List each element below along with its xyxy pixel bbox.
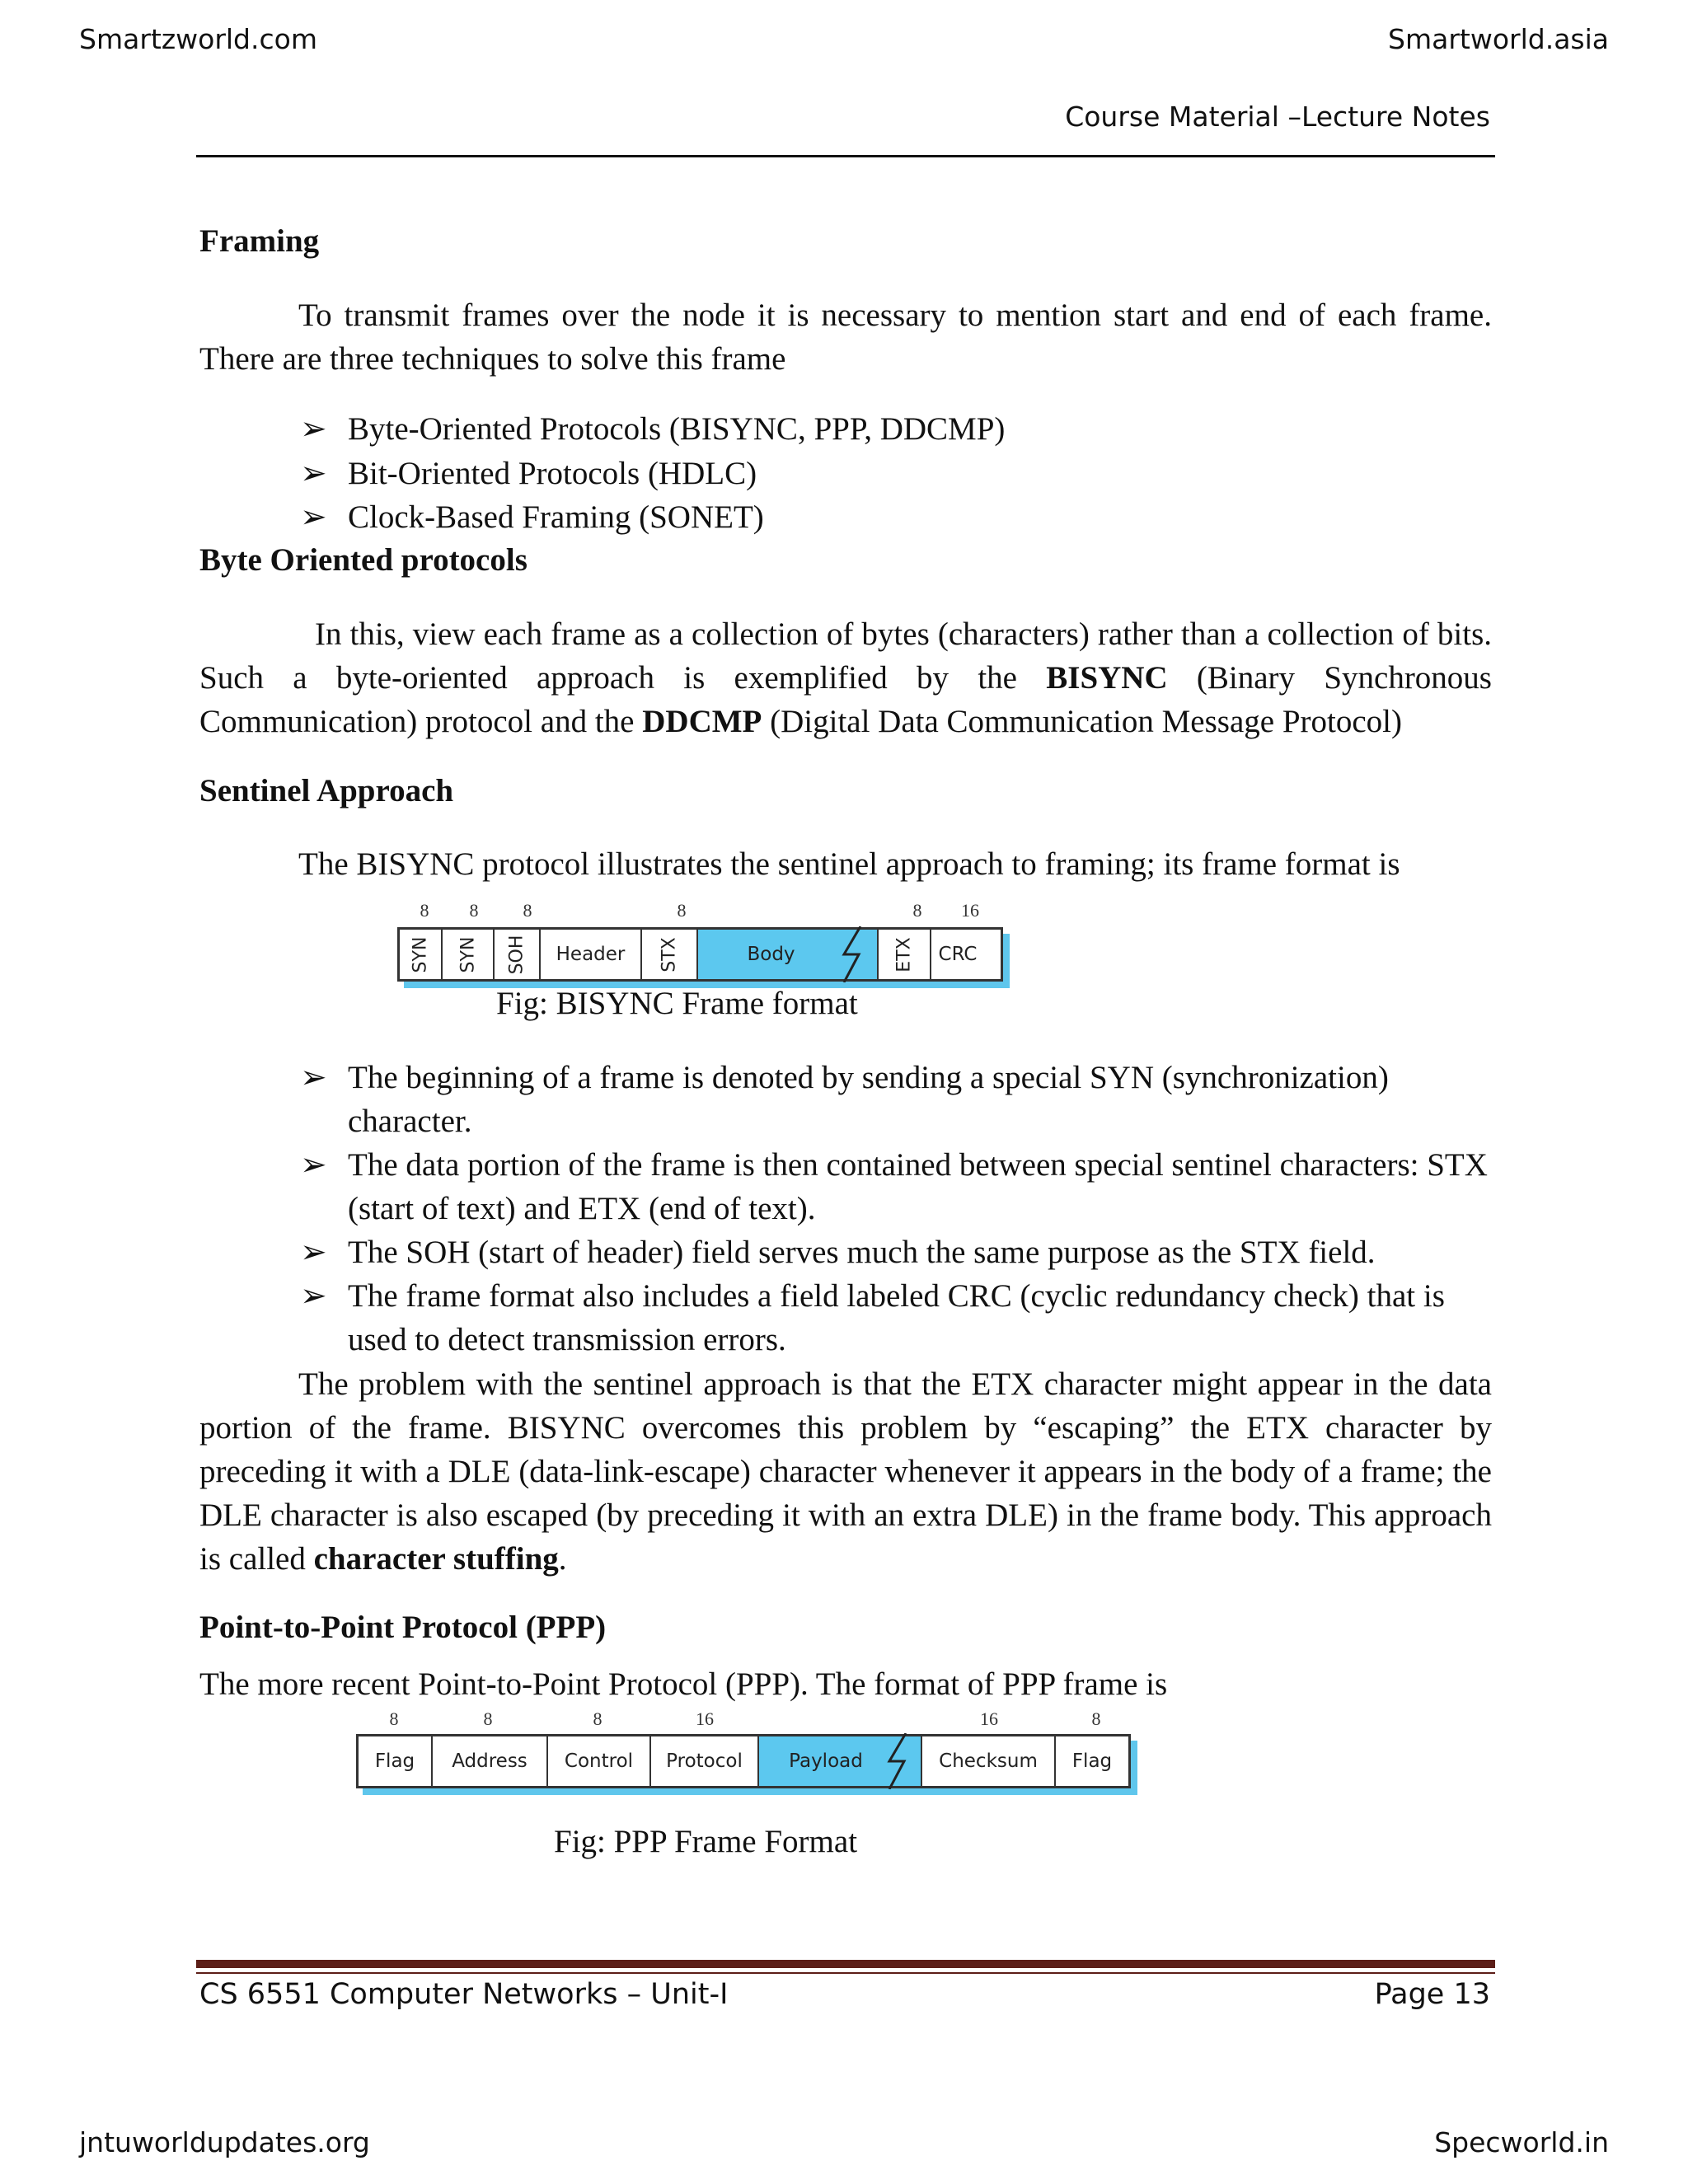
ppp-intro: The more recent Point-to-Point Protocol (PPP). The format of PPP frame is [199,1666,1168,1702]
ppp-caption: Fig: PPP Frame Format [554,1824,858,1859]
framing-bullet-2: ➢ Bit-Oriented Protocols (HDLC) [300,452,1495,495]
bit-count: 8 [677,900,687,921]
framing-heading: Framing [199,223,320,259]
footer-rule [196,1960,1495,1968]
ppp-heading: Point-to-Point Protocol (PPP) [199,1610,607,1645]
field-flag: Flag [1071,1750,1113,1772]
bit-count: 8 [912,900,922,921]
field-body: Body [698,930,879,979]
bottom-right-label: Specworld.in [1434,2126,1609,2158]
arrow-bullet-icon: ➢ [300,1278,327,1314]
footer-course-label: CS 6551 Computer Networks – Unit-I [199,1978,729,2011]
field-syn: SYN [443,930,495,979]
field-payload: Payload [759,1736,922,1786]
sentinel-bullet-4: ➢ The frame format also includes a field labeled CRC (cyclic redundancy check) that is used to detect transmission errors. [300,1274,1495,1361]
page-number: Page 13 [1374,1978,1490,2011]
arrow-bullet-icon: ➢ [300,1147,327,1183]
bisync-frame [397,927,1003,982]
bit-count: 8 [469,900,479,921]
bit-count: 8 [420,900,429,921]
arrow-bullet-icon: ➢ [300,456,327,491]
sentinel-bullet-3: ➢ The SOH (start of header) field serves much the same purpose as the STX field. [300,1230,1495,1274]
field-crc: CRC [938,944,978,965]
bottom-left-label: jntuworldupdates.org [79,2126,370,2158]
byte-oriented-heading: Byte Oriented protocols [199,542,528,578]
bit-count: 16 [696,1708,714,1729]
framing-bullet-3: ➢ Clock-Based Framing (SONET) [300,495,1495,539]
bit-count: 16 [961,900,979,921]
sentinel-intro: The BISYNC protocol illustrates the sentinel approach to framing; its frame format is [298,846,1400,882]
ppp-frame [356,1734,1131,1788]
bit-count: 8 [593,1708,603,1729]
bisync-caption: Fig: BISYNC Frame format [496,986,858,1021]
site-left-label: Smartzworld.com [79,23,317,55]
site-right-label: Smartworld.asia [1388,23,1609,55]
framing-bullet-1: ➢ Byte-Oriented Protocols (BISYNC, PPP, DDCMP) [300,407,1495,451]
character-stuffing-paragraph: The problem with the sentinel approach is that the ETX character might appear in the data portion of the frame. BISYNC overcomes this problem by “escaping” the ETX character by preceding it with a DLE (data-link-escape) character whenever it appears in the body of a frame; the DLE character is also escaped (by preceding it with an extra DLE) in the frame body. This approach is called character stuffing. [199,1366,1492,1577]
framing-intro: To transmit frames over the node it is necessary to mention start and end of each frame. There are three techniques to solve this frame [199,298,1492,377]
bit-count: 16 [980,1708,998,1729]
break-icon [881,1733,914,1789]
field-soh: SOH [495,930,541,979]
field-control: Control [548,1736,651,1786]
bit-count: 8 [389,1708,399,1729]
byte-oriented-paragraph: In this, view each frame as a collection of bytes (characters) rather than a collection of bits. Such a byte-oriented approach is exemplified by the BISYNC (Binary Synchronous Communication) protocol and the DDCMP (Digital Data Communication Message Protocol) [199,616,1492,739]
field-address: Address [433,1736,548,1786]
bit-count: 8 [483,1708,493,1729]
arrow-bullet-icon: ➢ [300,1235,327,1270]
sentinel-bullet-1: ➢ The beginning of a frame is denoted by sending a special SYN (synchronization) character. [300,1056,1495,1143]
header-rule [196,155,1495,157]
field-syn: SYN [400,930,443,979]
field-flag: Flag [359,1736,433,1786]
arrow-bullet-icon: ➢ [300,499,327,535]
field-etx: ETX [879,930,931,979]
course-header: Course Material –Lecture Notes [1065,101,1490,133]
field-header: Header [541,930,642,979]
arrow-bullet-icon: ➢ [300,1060,327,1095]
break-icon [836,926,869,982]
footer-rule-thin [196,1972,1495,1974]
sentinel-heading: Sentinel Approach [199,773,454,808]
field-checksum: Checksum [922,1736,1056,1786]
sentinel-bullet-2: ➢ The data portion of the frame is then contained between special sentinel characters: STX (start of text) and ETX (end of text). [300,1143,1495,1230]
field-protocol: Protocol [651,1736,759,1786]
field-stx: STX [642,930,698,979]
bit-count: 8 [1091,1708,1101,1729]
bit-count: 8 [523,900,532,921]
arrow-bullet-icon: ➢ [300,411,327,447]
